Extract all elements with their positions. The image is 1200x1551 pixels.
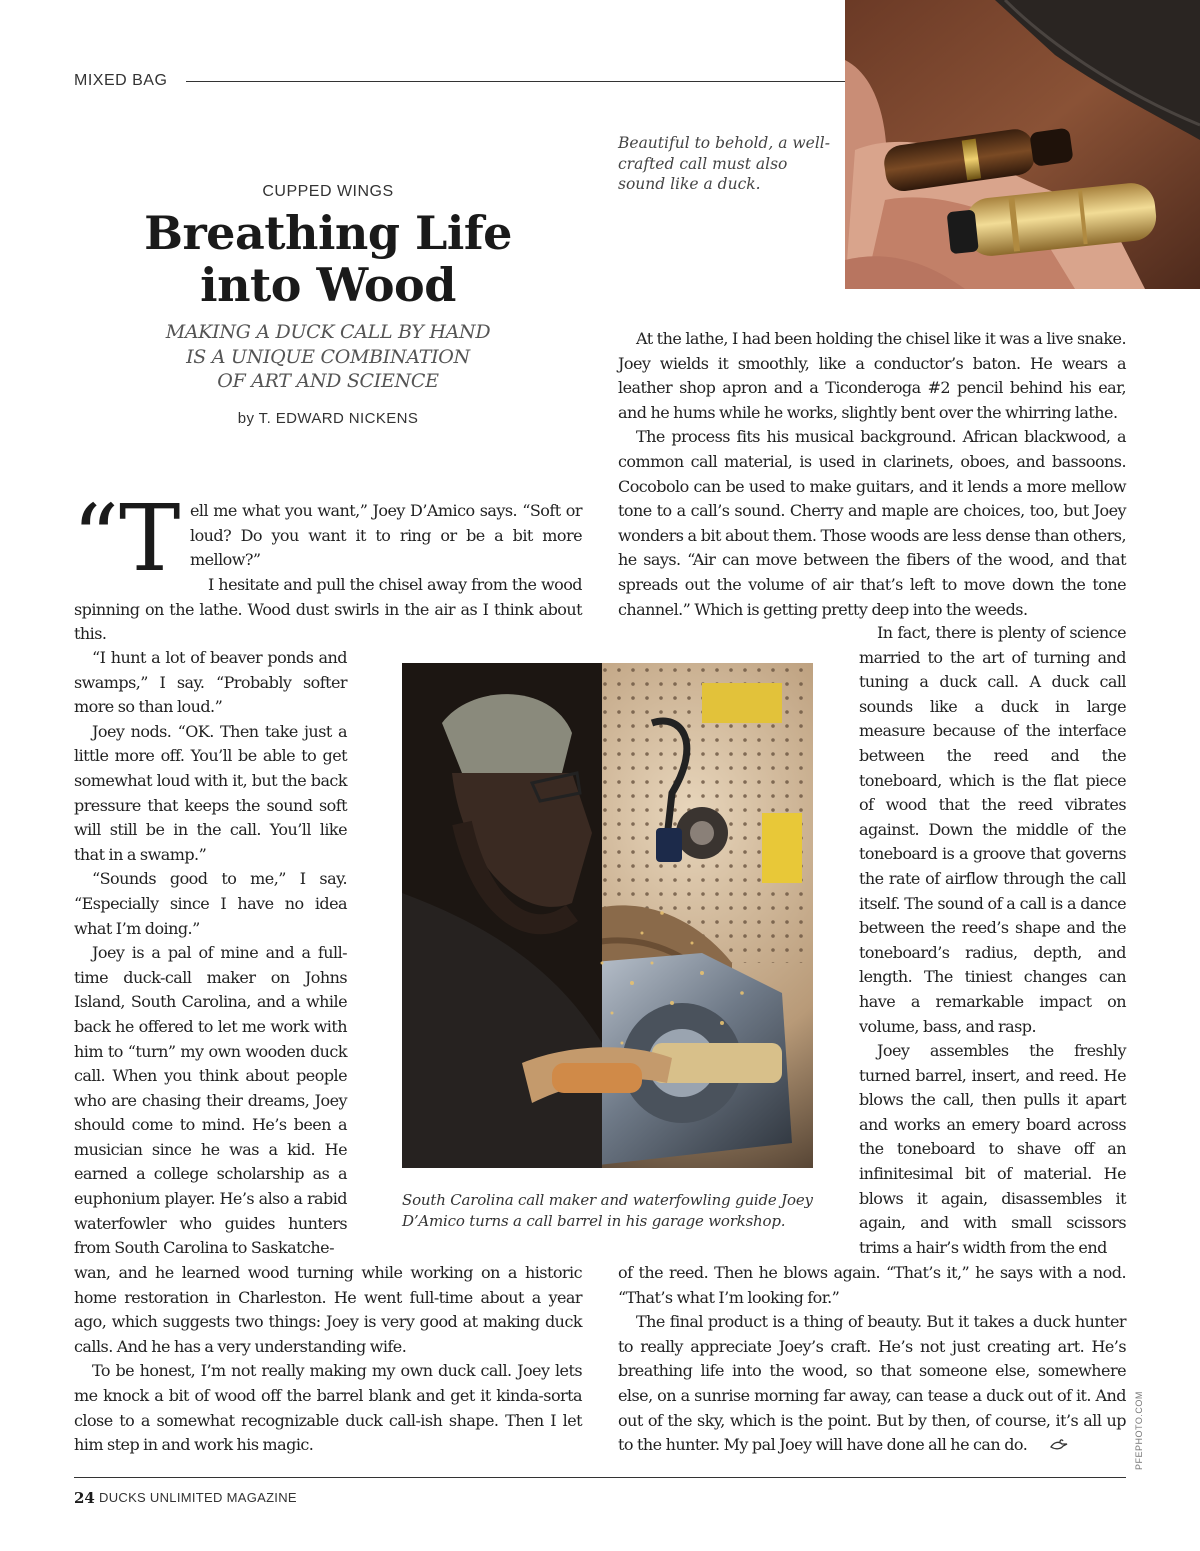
- photo-credit: PFEPHOTO.COM: [1134, 1391, 1144, 1470]
- paragraph-2: “I hunt a lot of beaver ponds and swamps,” I say. “Probably softer more so than loud.”: [74, 648, 347, 717]
- top-photo-caption: Beautiful to behold, a well-crafted call must also sound like a duck.: [618, 134, 830, 193]
- paragraph-9: In fact, there is plenty of science married to the art of turning and tuning a duck call. A duck call sounds like a duck in large measure because of the interface between the reed and the toneboard, which is the flat piece of wood that the reed vibrates against. Down the middle of the toneboard is a groove that governs the rate of airflow through the call itself. The sound of a call is a dance between the reed’s shape and the toneboard’s radius, depth, and length. The tiniest changes can have a remarkable impact on volume, bass, and rasp.: [859, 623, 1126, 1036]
- paragraph-5-end: wan, and he learned wood turning while working on a historic home restoration in Charleston. He went full-time about a year ago, which suggests two things: Joey is very good at making duck calls. And he has a very understanding wife.: [74, 1263, 582, 1356]
- column-2-narrow: [859, 621, 1126, 1260]
- article-deck: [74, 320, 582, 394]
- header-rule: [186, 81, 846, 82]
- article-title: [74, 207, 582, 311]
- magazine-name: DUCKS UNLIMITED MAGAZINE: [99, 1490, 297, 1505]
- section-label: MIXED BAG: [74, 72, 168, 89]
- column-2-bottom: [618, 1261, 1126, 1460]
- deck-line-2: IS A UNIQUE COMBINATION: [186, 345, 470, 368]
- paragraph-1-start: ell me what you want,” Joey D’Amico says. “Soft or loud? Do you want it to ring or be a bit more mellow?”: [190, 501, 582, 570]
- paragraph-1-end: I hesitate and pull the chisel away from the wood spinning on the lathe. Wood dust swirls in the air as I think about this.: [74, 575, 582, 644]
- workshop-photo-caption: South Carolina call maker and waterfowling guide Joey D’Amico turns a call barrel in his garage workshop.: [402, 1191, 813, 1230]
- workshop-photo: [402, 663, 813, 1168]
- column-1-narrow: [74, 646, 347, 1261]
- title-line-2: into Wood: [200, 258, 456, 312]
- duck-calls-illustration: [845, 0, 1200, 289]
- column-1-bottom: [74, 1261, 582, 1458]
- drop-cap: “T: [72, 485, 181, 592]
- paragraph-6: To be honest, I’m not really making my own duck call. Joey lets me knock a bit of wood off the barrel blank and get it kinda-sorta close to a somewhat recognizable duck call-ish shape. Then I let him step in and work his magic.: [74, 1361, 582, 1455]
- paragraph-4: “Sounds good to me,” I say. “Especially since I have no idea what I’m doing.”: [74, 869, 347, 938]
- paragraph-10-end: of the reed. Then he blows again. “That’s it,” he says with a nod. “That’s what I’m looking for.”: [618, 1263, 1126, 1307]
- deck-line-1: MAKING A DUCK CALL BY HAND: [165, 321, 491, 343]
- paragraph-11: The final product is a thing of beauty. But it takes a duck hunter to really appreciate Joey’s craft. He’s not just creating art. He’s breathing life into the wood, so that someone else, somewhere else, on a sunrise morning far away, can tease a duck out of it. And out of the sky, which is the point. But by then, of course, it’s all up to the hunter. My pal Joey will have done all he can do.: [618, 1310, 1126, 1460]
- footer-rule: [74, 1477, 1126, 1478]
- duck-calls-photo: [845, 0, 1200, 289]
- title-line-1: Breathing Life: [144, 206, 512, 260]
- paragraph-8: The process fits his musical background. African blackwood, a common call material, is used in clarinets, oboes, and bassoons. Cocobolo can be used to make guitars, and it lends a more mellow tone to a call’s sound. Cherry and maple are choices, too, but Joey wonders a bit about them. Those woods are less dense than others, he says. “Air can move between the fibers of the wood, and that spreads out the volume of air that’s left to move down the tone channel.” Which is getting pretty deep into the weeds.: [618, 427, 1126, 619]
- page-number: 24: [74, 1489, 95, 1507]
- deck-line-3: OF ART AND SCIENCE: [217, 370, 439, 392]
- workshop-illustration: [402, 663, 813, 1168]
- paragraph-7: At the lathe, I had been holding the chisel like it was a live snake. Joey wields it smoothly, like a conductor’s baton. He wears a leather shop apron and a Ticonderoga #2 pencil behind his ear, and he hums while he works, slightly bent over the whirring lathe.: [618, 329, 1126, 422]
- article-kicker: CUPPED WINGS: [262, 183, 394, 200]
- column-2-top: [618, 327, 1126, 622]
- byline: by T. EDWARD NICKENS: [237, 410, 419, 427]
- paragraph-10-start: Joey assembles the freshly turned barrel, insert, and reed. He blows the call, then pulls it apart and works an emery board across the toneboard to shave off an infinitesimal bit of material. He blows it again, disassembles it again, and with small scissors trims a hair’s width from the end: [859, 1041, 1126, 1257]
- paragraph-5-start: Joey is a pal of mine and a full-time duck-call maker on Johns Island, South Carolina, and a while back he offered to let me work with him to “turn” my own wooden duck call. When you think about people who are chasing their dreams, Joey should come to mind. He’s been a musician since he was a kid. He earned a college scholarship as a euphonium player. He’s also a rabid waterfowler who guides hunters from South Carolina to Saskatche-: [74, 943, 347, 1258]
- duck-end-mark-icon: [1031, 1435, 1069, 1460]
- paragraph-3: Joey nods. “OK. Then take just a little more off. You’ll be able to get somewhat loud with it, but the back pressure that keeps the sound soft will still be in the call. You’ll like that in a swamp.”: [74, 721, 347, 864]
